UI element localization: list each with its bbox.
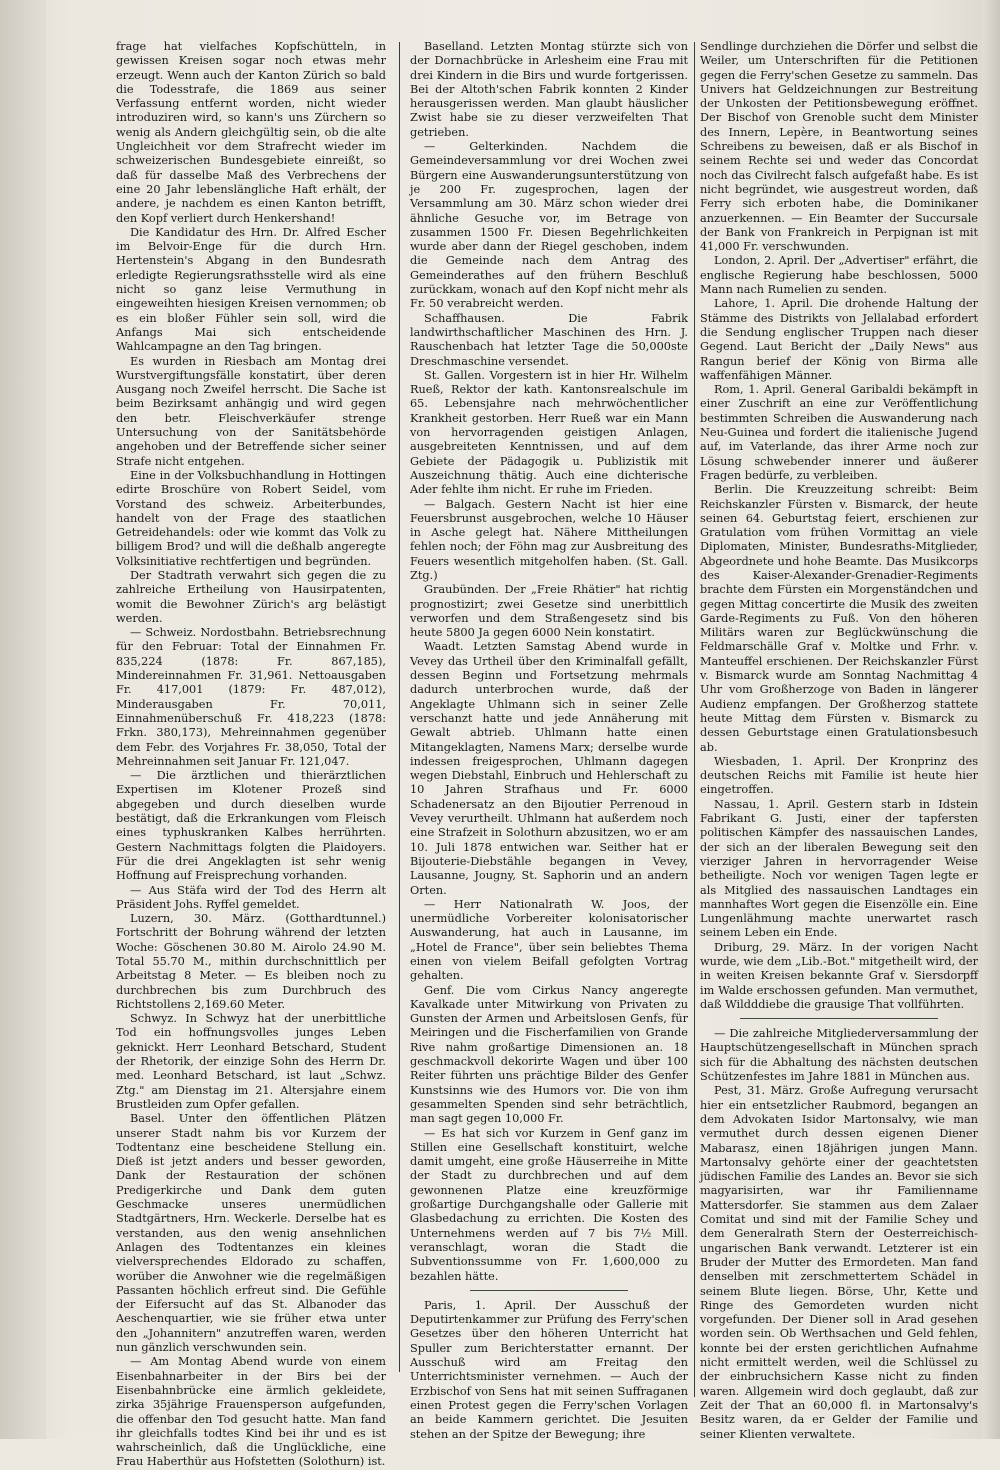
article-paragraph: Baselland. Letzten Montag stürzte sich von der Dornachbrücke in Arlesheim eine Frau mit drei Kindern in die Birs und wurde fortgerissen. Bei der Altoth'schen Fabrik konnten 2 Kinder herausgerissen werden. Man glaubt häuslicher Zwist habe sie zu dieser verzweifelten That getrieben. [410,40,688,139]
article-paragraph: Schaffhausen. Die Fabrik landwirthschaftlicher Maschinen des Hrn. J. Rauschenbach hat letzter Tage die 50,000ste Dreschmaschine versendet. [410,311,688,368]
article-paragraph: London, 2. April. Der „Advertiser" erfährt, die englische Regierung habe beschlossen, 5000 Mann nach Rumelien zu senden. [700,254,978,297]
article-paragraph: Die Kandidatur des Hrn. Dr. Alfred Escher im Belvoir-Enge für die durch Hrn. Hertenstein's Abgang in den Bundesrath erledigte Regierungsrathsstelle wird als eine nicht so ganz leise Vermuthung in eingeweihten hiesigen Kreisen vernommen; ob es ein bloßer Fühler sein soll, wird die Anfangs Mai sich entscheidende Wahlcampagne an den Tag bringen. [116,225,386,354]
article-paragraph: — Am Montag Abend wurde von einem Eisenbahnarbeiter in der Birs bei der Eisenbahnbrücke eine ärmlich gekleidete, zirka 35jährige Frauensperson aufgefunden, die offenbar den Tod gesucht hatte. Man fand ihr gleichfalls todtes Kind bei ihr und es ist wahrscheinlich, daß die Unglückliche, eine Frau Haberthür aus Hofstetten (Solothurn) ist. [116,1355,386,1469]
page-edge-left [0,0,46,1439]
column-right [700,40,978,1441]
article-paragraph: Wiesbaden, 1. April. Der Kronprinz des deutschen Reichs mit Familie ist heute hier eingetroffen. [700,754,978,797]
section-divider [740,1018,938,1019]
article-paragraph: — Schweiz. Nordostbahn. Betriebsrechnung für den Februar: Total der Einnahmen Fr. 835,224 (1878: Fr. 867,185), Mindereinnahmen Fr. 31,961. Nettoausgaben Fr. 417,001 (1879: Fr. 487,012), Minderausgaben Fr. 70,011, Einnahmenüberschuß Fr. 418,223 (1878: Frkn. 380,173), Mehreinnahmen gegenüber dem Febr. des Vorjahres Fr. 38,050, Total der Mehreinnahmen seit Januar Fr. 121,047. [116,626,386,768]
article-paragraph: Basel. Unter den öffentlichen Plätzen unserer Stadt nahm bis vor Kurzem der Todtentanz eine bescheidene Stellung ein. Dieß ist jetzt anders und besser geworden, Dank der Restauration der schönen Predigerkirche und Dank dem guten Geschmacke unseres unermüdlichen Stadtgärtners, Hrn. Weckerle. Derselbe hat es verstanden, aus den wenig ansehnlichen Anlagen des Todtentanzes ein kleines vielversprechendes Eldorado zu schaffen, worüber die Anwohner wie die regelmäßigen Passanten höchlich erfreut sind. Die Gefühle der Eifersucht auf das St. Albanoder das Aeschenquartier, wie sie früher etwa unter den „Johannitern" anzutreffen waren, werden nun gänzlich verschwunden sein. [116,1112,386,1355]
article-paragraph: — Balgach. Gestern Nacht ist hier eine Feuersbrunst ausgebrochen, welche 10 Häuser in Asche gelegt hat. Nähere Mittheilungen fehlen noch; der Föhn mag zur Ausbreitung des Feuers wesentlich mitgeholfen haben. (St. Gall. Ztg.) [410,497,688,582]
article-paragraph: — Herr Nationalrath W. Joos, der unermüdliche Vorbereiter kolonisatorischer Auswanderung, hat auch in Lausanne, im „Hotel de France", über sein beliebtes Thema einen von vielem Beifall gefolgten Vortrag gehalten. [410,897,688,983]
article-paragraph: frage hat vielfaches Kopfschütteln, in gewissen Kreisen sogar noch etwas mehr erzeugt. Wenn auch der Kanton Zürich so bald die Todesstrafe, die 1869 aus seiner Verfassung entfernt worden, nicht wieder introduziren wird, so kann's uns Zürchern so wenig als Andern gleichgültig sein, ob die alte Ungleichheit vor dem Strafrecht wieder im schweizerischen Bundesgebiete einreißt, so daß für dasselbe Maß des Verbrechens der eine 20 Jahr lebenslängliche Haft erhält, der andere, je nachdem es einen Kanton betrifft, den Kopf verliert durch Henkershand! [116,40,386,225]
column-divider [399,42,400,1372]
column-middle [410,40,688,1441]
article-paragraph: Paris, 1. April. Der Ausschuß der Deputirtenkammer zur Prüfung des Ferry'schen Gesetzes über den höheren Unterricht hat Spuller zum Berichterstatter ernannt. Der Ausschuß wird am Freitag den Unterrichtsminister vernehmen. — Auch der Erzbischof von Sens hat mit seinen Suffraganen einen Protest gegen die Ferry'schen Vorlagen an beide Kammern gerichtet. Die Jesuiten stehen an der Spitze der Bewegung; ihre [410,1298,688,1441]
article-paragraph: Es wurden in Riesbach am Montag drei Wurstvergiftungsfälle konstatirt, über deren Ausgang noch Zweifel herrscht. Die Sache ist beim Bezirksamt anhängig und wird gegen den betr. Fleischverkäufer strenge Untersuchung von der Sanitätsbehörde angehoben und der Betreffende sicher seiner Strafe nicht entgehen. [116,354,386,468]
article-paragraph: Berlin. Die Kreuzzeitung schreibt: Beim Reichskanzler Fürsten v. Bismarck, der heute seinen 64. Geburtstag feiert, erschienen zur Gratulation vom frühen Vormittag an viele Diplomaten, Minister, Bundesraths-Mitglieder, Abgeordnete und hohe Beamte. Das Musikcorps des Kaiser-Alexander-Grenadier-Regiments brachte dem Fürsten ein Morgenständchen und gegen Mittag concertirte die Musik des zweiten Garde-Regiments zu Fuß. Von den höheren Militärs waren zur Beglückwünschung die Feldmarschälle Graf v. Moltke und Frhr. v. Manteuffel erschienen. Der Reichskanzler Fürst v. Bismarck wurde am Sonntag Nachmittag 4 Uhr vom Großherzoge von Baden in längerer Audienz empfangen. Der Großherzog stattete heute Mittag dem Fürsten v. Bismarck zu dessen Geburtstage einen Gratulationsbesuch ab. [700,483,978,754]
article-paragraph: Waadt. Letzten Samstag Abend wurde in Vevey das Urtheil über den Kriminalfall gefällt, dessen Beginn und Fortsetzung mehrmals dadurch unterbrochen wurde, daß der Angeklagte Uhlmann sich in seiner Zelle verschanzt hatte und jede Annäherung mit Gewalt abtrieb. Uhlmann hatte einen Mitangeklagten, Namens Marx; derselbe wurde indessen freigesprochen, Uhlmann dagegen wegen Diebstahl, Einbruch und Hehlerschaft zu 10 Jahren Strafhaus und Fr. 6000 Schadenersatz an den Bijoutier Perrenoud in Vevey verurtheilt. Uhlmann hat außerdem noch eine Strafzeit in Solothurn abzusitzen, wo er am 10. Juli 1878 entwichen war. Seither hat er Bijouterie-Diebstähle begangen in Vevey, Lausanne, Jougny, St. Saphorin und an andern Orten. [410,640,688,897]
article-paragraph: — Es hat sich vor Kurzem in Genf ganz im Stillen eine Gesellschaft konstituirt, welche damit umgeht, eine große Häuserreihe in Mitte der Stadt zu durchbrechen und auf dem gewonnenen Platze eine kreuzförmige großartige Durchgangshalle oder Gallerie mit Glasbedachung zu errichten. Die Kosten des Unternehmens werden auf 7 bis 7½ Mill. veranschlagt, woran die Stadt die Subventionssumme von Fr. 1,600,000 zu bezahlen hätte. [410,1126,688,1283]
column-left [116,40,386,1469]
article-paragraph: Lahore, 1. April. Die drohende Haltung der Stämme des Distrikts von Jellalabad erfordert die Sendung englischer Truppen nach dieser Gegend. Laut Bericht der „Daily News" aus Rangun berief der König von Birma alle waffenfähigen Männer. [700,297,978,382]
page-edge-right [982,0,1000,1439]
article-paragraph: — Die ärztlichen und thierärztlichen Expertisen im Klotener Prozeß sind abgegeben und durch dieselben wurde bestätigt, daß die Erkrankungen vom Fleisch eines typhuskranken Kalbes herrührten. Gestern Nachmittags folgten die Plaidoyers. Für die drei Angeklagten ist sehr wenig Hoffnung auf Freisprechung vorhanden. [116,769,386,883]
article-paragraph: St. Gallen. Vorgestern ist in hier Hr. Wilhelm Rueß, Rektor der kath. Kantonsrealschule im 65. Lebensjahre nach mehrwöchentlicher Krankheit gestorben. Herr Rueß war ein Mann von hervorragenden geistigen Anlagen, ausgebreiteten Kenntnissen, und auf dem Gebiete der Pädagogik u. Publizistik mit Auszeichnung thätig. Auch eine dichterische Ader fehlte ihm nicht. Er ruhe im Frieden. [410,368,688,497]
article-paragraph: Sendlinge durchziehen die Dörfer und selbst die Weiler, um Unterschriften für die Petitionen gegen die Ferry'schen Gesetze zu sammeln. Das Univers hat Geldzeichnungen zur Bestreitung der Unkosten der Petitionsbewegung eröffnet. Der Bischof von Grenoble sucht dem Minister des Innern, Lepère, in Beantwortung seines Schreibens zu beweisen, daß er als Bischof in seinem Rechte sei und weder das Concordat noch das Civilrecht falsch aufgefaßt habe. Es ist nicht begründet, wie ausgestreut worden, daß Ferry sich erboten habe, die Dominikaner anzuerkennen. — Ein Beamter der Succursale der Bank von Frankreich in Perpignan ist mit 41,000 Fr. verschwunden. [700,40,978,254]
article-paragraph: Graubünden. Der „Freie Rhätier" hat richtig prognostizirt; zwei Gesetze sind unerbittlich verworfen und dem Straßengesetz sind bis heute 5800 Ja gegen 6000 Nein konstatirt. [410,583,688,640]
section-divider [470,1290,628,1291]
article-paragraph: Eine in der Volksbuchhandlung in Hottingen edirte Broschüre von Robert Seidel, vom Vorstand des schweiz. Arbeiterbundes, handelt von der Frage des staatlichen Getreidehandels: oder wie kommt das Volk zu billigem Brod? und will die deßhalb angeregte Volksinitiative rechtfertigen und begründen. [116,468,386,568]
article-paragraph: Rom, 1. April. General Garibaldi bekämpft in einer Zuschrift an eine zur Veröffentlichung bestimmten Schreiben die Auswanderung nach Neu-Guinea und fordert die italienische Jugend auf, im Vaterlande, das ihrer Arme noch zur Lösung schwebender innerer und äußerer Fragen bedürfe, zu verbleiben. [700,383,978,482]
article-paragraph: — Aus Stäfa wird der Tod des Herrn alt Präsident Johs. Ryffel gemeldet. [116,883,386,911]
article-paragraph: Der Stadtrath verwahrt sich gegen die zu zahlreiche Ertheilung von Hausirpatenten, womit die Bewohner Zürich's arg belästigt werden. [116,568,386,625]
article-paragraph: Driburg, 29. März. In der vorigen Nacht wurde, wie dem „Lib.-Bot." mitgetheilt wird, der in weiten Kreisen bekannte Graf v. Siersdorpff im Walde erschossen gefunden. Man vermuthet, daß Wildddiebe die grausige That vollführten. [700,940,978,1011]
article-paragraph: Pest, 31. März. Große Aufregung verursacht hier ein entsetzlicher Raubmord, begangen an dem Advokaten Isidor Martonsalvy, wie man vermuthet durch dessen eigenen Diener Mabarasz, einen 18jährigen jungen Mann. Martonsalvy gehörte einer der geachtetsten jüdischen Familie des Landes an. Bevor sie sich magyarisirten, war ihr Familienname Mattersdorfer. Sie stammen aus dem Zalaer Comitat und sind mit der Familie Schey und dem Generalrath Stern der Oesterreichisch-ungarischen Bank verwandt. Letzterer ist ein Bruder der Mutter des Ermordeten. Man fand denselben mit zerschmettertem Schädel in seinem Blute liegen. Börse, Uhr, Kette und Ringe des Gemordeten wurden nicht vorgefunden. Der Diener soll in Arad gesehen worden sein. Ob Werthsachen und Geld fehlen, konnte bei der ersten gerichtlichen Aufnahme nicht ermittelt werden, weil die Schlüssel zu der einbruchsichern Kasse nicht zu finden waren. Allgemein wird doch geglaubt, daß zur Zeit der That an 60,000 fl. in Martonsalvy's Besitz waren, da er Gelder der Familie und seiner Klienten verwaltete. [700,1084,978,1441]
article-paragraph: — Die zahlreiche Mitgliederversammlung der Hauptschützengesellschaft in München sprach sich für die Abhaltung des nächsten deutschen Schützenfestes im Jahre 1881 in München aus. [700,1027,978,1084]
article-paragraph: Genf. Die vom Cirkus Nancy angeregte Kavalkade unter Mitwirkung von Privaten zu Gunsten der Armen und Arbeitslosen Genfs, für Meiringen und die Fischerfamilien von Grande Rive nahm großartige Dimensionen an. 18 geschmackvoll dekorirte Wagen und über 100 Reiter führten uns prächtige Bilder des Genfer Kunstsinns wie des Humors vor. Die von ihm gesammelten Spenden sind sehr beträchtlich, man sagt gegen 10,000 Fr. [410,983,688,1126]
article-paragraph: Luzern, 30. März. (Gotthardtunnel.) Fortschritt der Bohrung während der letzten Woche: Göschenen 30.80 M. Airolo 24.90 M. Total 55.70 M., mithin durchschnittlich per Arbeitstag 8 Meter. — Es bleiben noch zu durchbrechen bis zum Durchbruch des Richtstollens 2,169.60 Meter. [116,912,386,1011]
article-paragraph: Schwyz. In Schwyz hat der unerbittliche Tod ein hoffnungsvolles junges Leben geknickt. Herr Leonhard Betschard, Student der Rhetorik, der einzige Sohn des Herrn Dr. med. Leonhard Betschard, ist laut „Schwz. Ztg." am Dienstag im 21. Altersjahre einem Brustleiden zum Opfer gefallen. [116,1012,386,1111]
article-paragraph: Nassau, 1. April. Gestern starb in Idstein Fabrikant G. Justi, einer der tapfersten politischen Kämpfer des nassauischen Landes, der sich an der liberalen Bewegung seit den vierziger Jahren in hervorragender Weise betheiligte. Noch vor wenigen Tagen legte er als Mitglied des nassauischen Landtages ein mannhaftes Wort gegen die Eisenzölle ein. Eine Lungenlähmung machte unerwartet rasch seinem Leben ein Ende. [700,797,978,940]
article-paragraph: — Gelterkinden. Nachdem die Gemeindeversammlung vor drei Wochen zwei Bürgern eine Auswanderungsunterstützung von je 200 Fr. zugesprochen, lagen der Versammlung am 30. März schon wieder drei ähnliche Gesuche vor, im Betrage von zusammen 1500 Fr. Diesen Begehrlichkeiten wurde aber dann der Riegel geschoben, indem die Gemeinde nach dem Antrag des Gemeinderathes auf den frühern Beschluß zurückkam, wonach auf den Kopf nicht mehr als Fr. 50 verabreicht werden. [410,140,688,311]
column-divider [694,42,695,1397]
